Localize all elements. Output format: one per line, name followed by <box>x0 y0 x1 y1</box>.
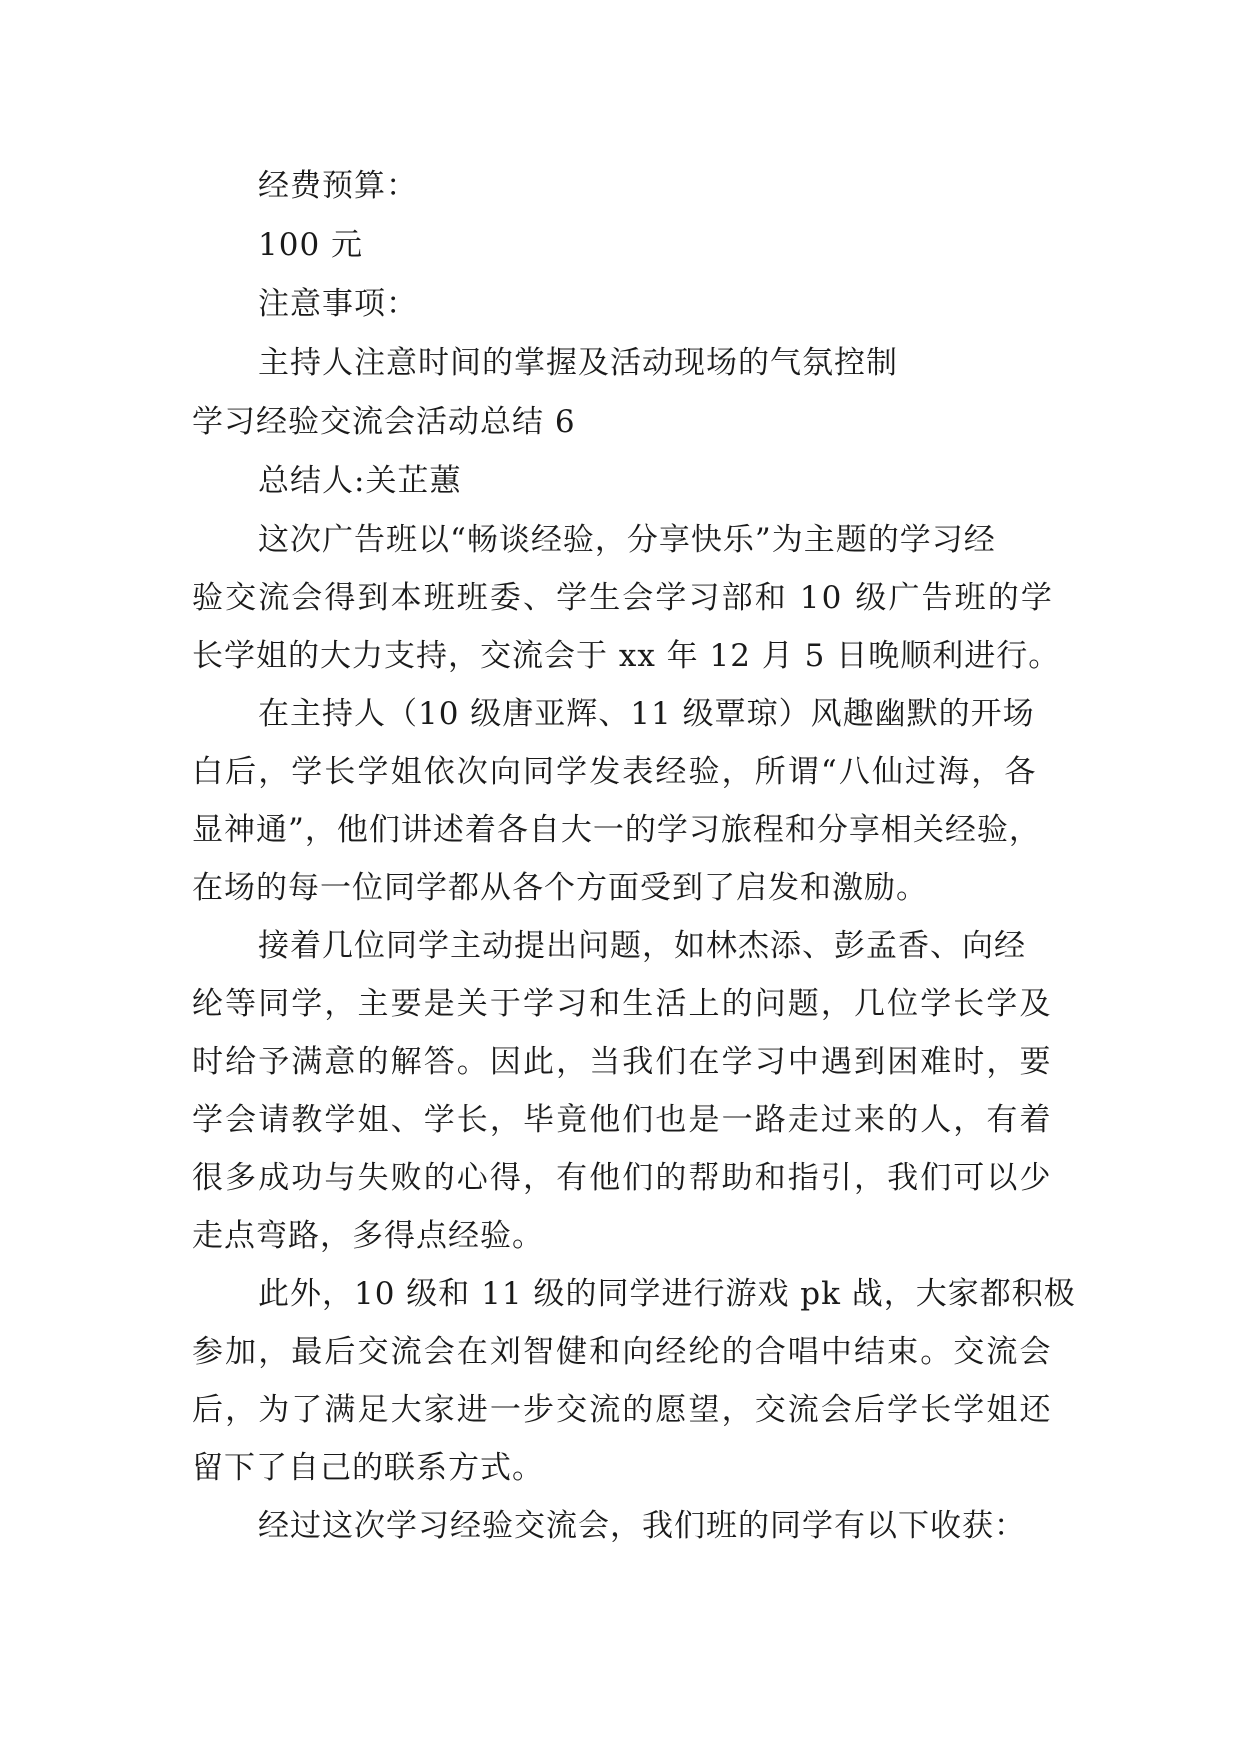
paragraph-line: 在场的每一位同学都从各个方面受到了启发和激励。 <box>192 870 928 906</box>
paragraph-line: 时给予满意的解答。因此，当我们在学习中遇到困难时，要 <box>192 1044 1053 1080</box>
paragraph-line: 走点弯路，多得点经验。 <box>192 1218 544 1254</box>
paragraph-line: 参加，最后交流会在刘智健和向经纶的合唱中结束。交流会 <box>192 1334 1053 1370</box>
paragraph-line: 接着几位同学主动提出问题，如林杰添、彭孟香、向经 <box>258 928 1026 964</box>
author-line: 总结人:关芷蕙 <box>258 463 462 499</box>
paragraph-line: 这次广告班以“畅谈经验，分享快乐”为主题的学习经 <box>258 522 996 558</box>
paragraph-line: 经过这次学习经验交流会，我们班的同学有以下收获： <box>258 1508 1026 1544</box>
section-heading: 学习经验交流会活动总结 6 <box>192 404 576 440</box>
paragraph-line: 白后，学长学姐依次向同学发表经验，所谓“八仙过海，各 <box>192 754 1038 790</box>
budget-label: 经费预算： <box>258 168 418 204</box>
paragraph-line: 留下了自己的联系方式。 <box>192 1450 544 1486</box>
notes-label: 注意事项： <box>258 286 418 322</box>
paragraph-line: 此外，10 级和 11 级的同学进行游戏 pk 战，大家都积极 <box>258 1276 1076 1312</box>
paragraph-line: 学会请教学姐、学长，毕竟他们也是一路走过来的人，有着 <box>192 1102 1053 1138</box>
budget-value: 100 元 <box>258 227 364 263</box>
paragraph-line: 在主持人（10 级唐亚辉、11 级覃琼）风趣幽默的开场 <box>258 696 1035 732</box>
paragraph-line: 长学姐的大力支持，交流会于 xx 年 12 月 5 日晚顺利进行。 <box>192 638 1061 674</box>
paragraph-line: 验交流会得到本班班委、学生会学习部和 10 级广告班的学 <box>192 580 1054 616</box>
paragraph-line: 后，为了满足大家进一步交流的愿望，交流会后学长学姐还 <box>192 1392 1053 1428</box>
paragraph-line: 显神通”，他们讲述着各自大一的学习旅程和分享相关经验， <box>192 812 1041 848</box>
paragraph-line: 很多成功与失败的心得，有他们的帮助和指引，我们可以少 <box>192 1160 1053 1196</box>
notes-text: 主持人注意时间的掌握及活动现场的气氛控制 <box>258 345 898 381</box>
paragraph-line: 纶等同学，主要是关于学习和生活上的问题，几位学长学及 <box>192 986 1053 1022</box>
